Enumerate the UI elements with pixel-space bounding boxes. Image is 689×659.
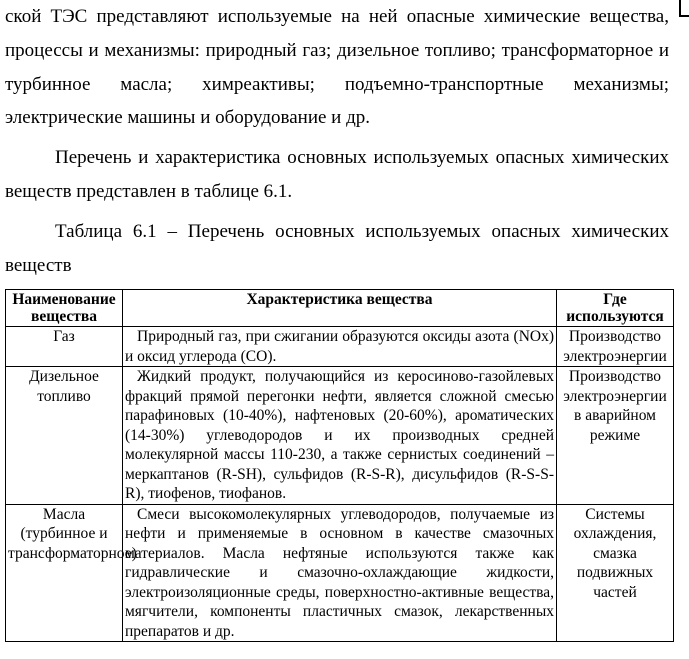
table-reference-paragraph: Перечень и характеристика основных используемых опасных химических веществ представлен в таблице 6.1. — [5, 147, 669, 202]
cell-name: Дизельное топливо — [6, 367, 123, 505]
cell-usage: Производство электроэнергии — [557, 327, 674, 367]
cell-description: Смеси высокомолекулярных углеводородов, получаемые из нефти и применяемые в основном в качестве смазочных материалов. Масла нефтяные используются также как гидравлические и смазочно-охлаждающие жидкости, электроизоляционные среды, поверхностно-активные вещества, мягчители, компоненты пластичных смазок, лекарственных препаратов и др. — [123, 504, 557, 642]
intro-paragraph: ской ТЭС представляют используемые на ней опасные химические вещества, процессы и механизмы: природный газ; дизельное топливо; трансформаторное и турбинное масла; химреактивы; подъемно-транспортные механизмы; электрические машины и оборудование и др. — [5, 6, 669, 129]
table-row — [6, 367, 674, 505]
header-substance-name: Наименование вещества — [6, 290, 123, 327]
chemicals-table — [5, 289, 674, 642]
cell-description: Жидкий продукт, получающийся из керосиново-газойлевых фракций прямой перегонки нефти, является сложной смесью парафиновых (10-40%), нафтеновых (20-60%), ароматических (14-30%) углеводородов и их производных средней молекулярной массы 110-230, а также сернистых соединений – меркаптанов (R-SH), сульфидов (R-S-R), дисульфидов (R-S-S-R), тиофенов, тиофанов. — [123, 367, 557, 505]
header-usage: Где используются — [557, 290, 674, 327]
table-caption: Таблица 6.1 – Перечень основных используемых опасных химических веществ — [5, 221, 669, 276]
header-substance-characteristics: Характеристика вещества — [123, 290, 557, 327]
page-corner-mark — [679, 0, 689, 17]
cell-usage: Системы охлаждения, смазка подвижных частей — [557, 504, 674, 642]
table-row — [6, 327, 674, 367]
table-header-row — [6, 290, 674, 327]
cell-usage: Производство электроэнергии в аварийном режиме — [557, 367, 674, 505]
table-row — [6, 504, 674, 642]
cell-name: Газ — [6, 327, 123, 367]
cell-name: Масла (турбинное и трансформаторное) — [6, 504, 123, 642]
cell-description: Природный газ, при сжигании образуются оксиды азота (NOx) и оксид углерода (CO). — [123, 327, 557, 367]
